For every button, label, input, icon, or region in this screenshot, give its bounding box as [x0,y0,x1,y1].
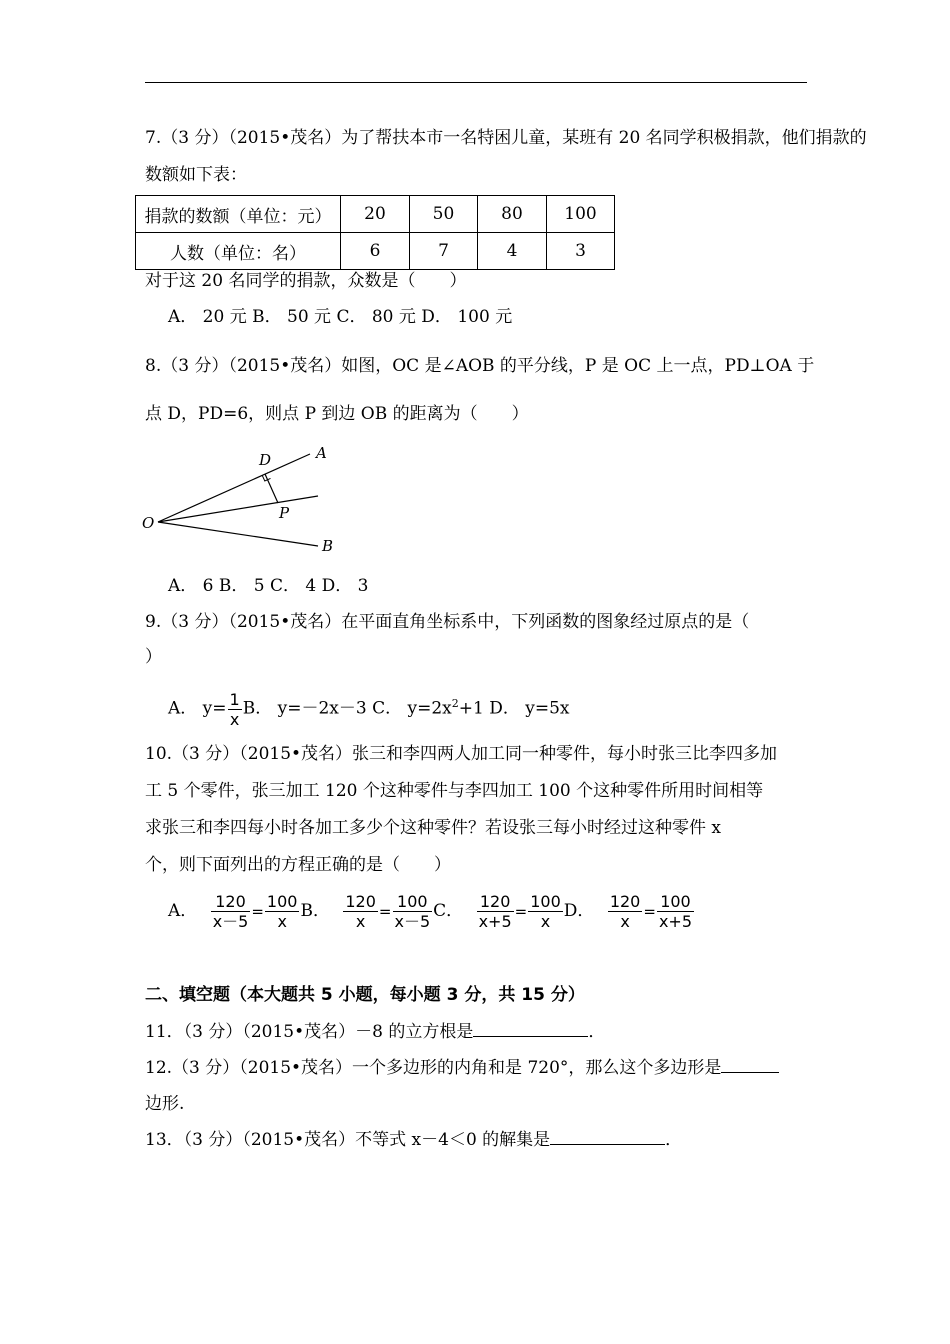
answer-blank [721,1056,779,1073]
count-cell: 3 [547,233,615,270]
q13-end: ． [665,1130,683,1150]
q9-opt-rest: B． y=－2x－3 C． y=2x [242,698,452,719]
option-b-label: B． [300,901,330,921]
row-header-count: 人数（单位：名） [136,233,341,270]
fraction [477,892,514,931]
q8-options: A． 6 B． 5 C． 4 D． 3 [168,576,369,596]
q13 [145,1128,682,1151]
numerator: 120 [609,892,641,911]
q13-text: 13．（3 分）（2015•茂名）不等式 x－4＜0 的解集是 [145,1130,551,1150]
ray-ob [158,522,318,546]
numerator: 1 [229,689,240,709]
label-o: O [142,514,155,532]
q8-stem-line2: 点 D，PD=6，则点 P 到边 OB 的距离为（ ） [145,404,529,424]
fraction [528,892,563,931]
q10-stem-line2: 工 5 个零件，张三加工 120 个这种零件与李四加工 100 个这种零件所用时间相等 [145,781,764,801]
amount-cell: 50 [410,196,478,233]
equals-sign: = [251,902,264,921]
ray-oc [158,496,318,522]
q7-question: 对于这 20 名同学的捐款，众数是（ ） [145,271,467,291]
q9-stem-line2: ） [145,647,162,667]
q9-options [168,683,570,730]
numerator: 100 [530,892,561,911]
q9-opt-rest2: +1 D． y=5x [458,698,570,719]
q12-line2: 边形. [145,1094,185,1114]
q9-opt-a-prefix: A． y= [168,698,227,719]
q10-stem-line3: 求张三和李四每小时各加工多少个这种零件？若设张三每小时经过这种零件 x [145,818,721,838]
label-p: P [279,504,290,522]
q10-stem-line1: 10.（3 分）（2015•茂名）张三和李四两人加工同一种零件，每小时张三比李四多加 [145,744,778,764]
option-c-label: C． [433,901,464,921]
fraction [657,892,694,931]
numerator: 100 [266,892,298,911]
q11-text: 11．（3 分）（2015•茂名）－8 的立方根是 [145,1022,474,1042]
denominator: x+5 [478,912,512,931]
numerator: 120 [211,892,251,912]
fraction [211,892,251,931]
label-d: D [259,451,272,469]
fraction [228,690,242,729]
option-d-label: D． [563,901,595,921]
numerator: 100 [657,892,694,912]
amount-cell: 20 [341,196,410,233]
label-b: B [322,537,334,555]
fraction [608,892,643,931]
q9-stem-line1: 9.（3 分）（2015•茂名）在平面直角坐标系中，下列函数的图象经过原点的是（ [145,612,750,632]
fraction [265,892,300,931]
q7-options: A． 20 元 B． 50 元 C． 80 元 D． 100 元 [168,307,513,327]
superscript: 2 [451,697,459,710]
equals-sign: = [514,902,528,921]
q12 [145,1056,779,1079]
numerator: 100 [393,892,433,912]
q7-stem-line2: 数额如下表： [145,165,247,185]
q10-stem-line4: 个，则下面列出的方程正确的是（ ） [145,855,451,875]
q10-options [168,890,695,933]
q12-text: 12.（3 分）（2015•茂名）一个多边形的内角和是 720°，那么这个多边形是 [145,1058,722,1078]
section-title: 二、填空题（本大题共 5 小题，每小题 3 分，共 15 分） [145,985,585,1005]
numerator: 120 [345,892,376,911]
q11 [145,1020,605,1043]
denominator: x [620,912,630,931]
denominator: x [229,709,240,729]
equals-sign: = [378,902,392,921]
denominator: x+5 [658,912,692,931]
header-rule [145,82,807,83]
table-row [136,233,615,270]
count-cell: 7 [410,233,478,270]
amount-cell: 80 [478,196,547,233]
denominator: x [540,912,551,931]
denominator: x [277,912,287,931]
denominator: x－5 [212,912,249,931]
angle-bisector-figure [138,440,348,560]
row-header-amount: 捐款的数额（单位：元） [136,196,341,233]
count-cell: 4 [478,233,547,270]
fraction [393,892,433,931]
denominator: x [355,912,366,931]
q8-stem-line1: 8.（3 分）（2015•茂名）如图，OC 是∠AOB 的平分线，P 是 OC 上一点，PD⊥OA 于 [145,356,815,376]
amount-cell: 100 [547,196,615,233]
count-cell: 6 [341,233,410,270]
denominator: x－5 [394,912,431,931]
q11-end: ． [588,1022,606,1042]
answer-blank [550,1128,665,1145]
donation-table [135,195,615,270]
label-a: A [316,444,327,462]
numerator: 120 [477,892,514,912]
equals-sign: = [643,902,656,921]
option-a-label: A． [168,901,198,921]
segment-pd [265,474,278,503]
answer-blank [473,1020,588,1037]
q7-stem-line1: 7.（3 分）（2015•茂名）为了帮扶本市一名特困儿童，某班有 20 名同学积极捐款，他们捐款的 [145,128,867,148]
fraction [343,892,378,931]
table-row [136,196,615,233]
